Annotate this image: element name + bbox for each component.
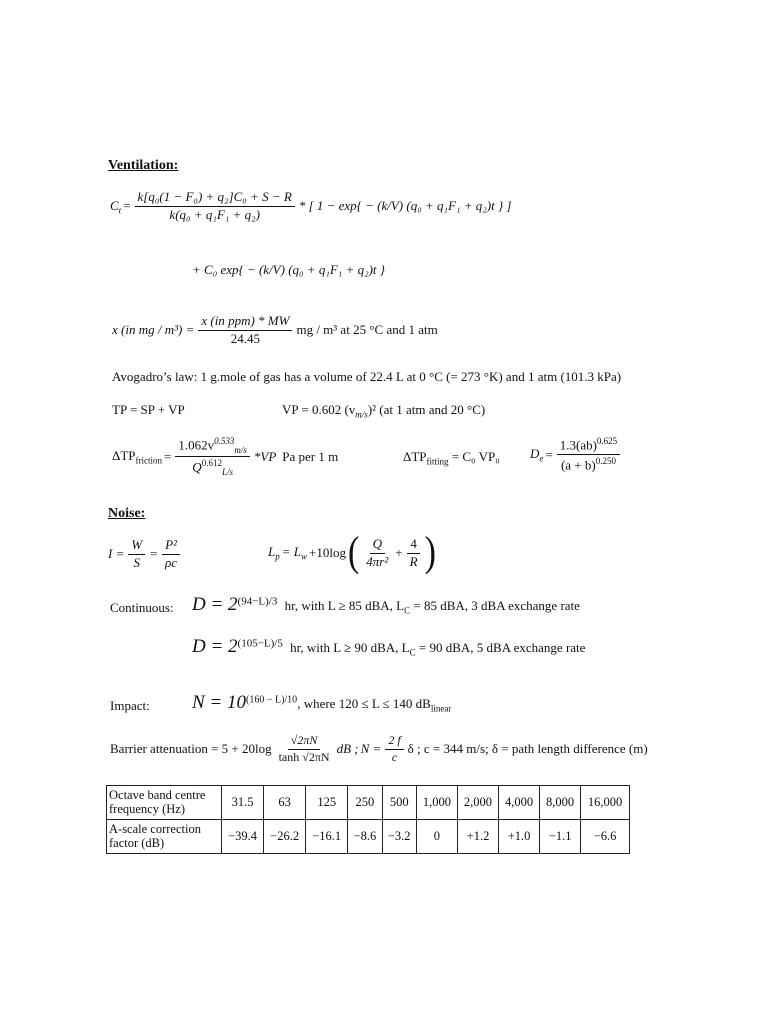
cont1-formula: D = 2 [192,594,238,615]
barrier-den: tanh √2πN [278,749,330,764]
lp-log: +10log [309,545,346,560]
barrier-n-fraction [385,734,403,765]
intensity-f1-den: S [133,554,141,570]
friction-den-sup: 0.612 [201,458,222,469]
intensity-equation [108,538,182,571]
friction-equation [112,436,338,478]
frequency-cell: 500 [382,786,416,820]
impact-exponent: (160 − L)/10 [246,694,298,706]
frequency-cell: 16,000 [581,786,630,820]
continuous-label: Continuous: [110,600,174,615]
conversion-fraction [198,314,292,347]
impact-formula: N = 10 [192,692,246,713]
impact-equation [192,692,451,714]
impact-label: Impact: [110,698,150,713]
de-lhs: D [530,445,540,461]
lp-f2-num: 4 [407,537,420,554]
friction-den-sub: L/s [221,467,233,478]
conversion-equation [112,314,438,347]
conversion-rhs: mg / m³ at 25 °C and 1 atm [296,322,438,338]
intensity-f2-den: ρc [164,554,177,570]
cont2-formula: D = 2 [192,636,238,657]
cont1-c-sub: C [404,605,411,616]
frequency-cell: 31.5 [222,786,264,820]
noise-heading: Noise: [108,506,146,521]
lp-f1-den: 4πr² [366,553,389,569]
friction-num-sup: 0.533 [214,436,235,446]
correction-cell: +1.0 [499,819,540,853]
barrier-text: Barrier attenuation = 5 + 20log [110,741,272,757]
tp-equation: TP = SP + VP [112,402,185,417]
intensity-fraction-1 [128,538,145,571]
friction-denominator [189,457,236,477]
friction-subscript: friction [135,455,163,466]
vp-equation [282,402,485,420]
de-numerator [557,436,620,455]
vp-text: VP = 0.602 (v [282,402,356,417]
equals-sign: = [164,448,172,464]
lp-fraction-2 [407,537,421,570]
avogadro-law: Avogadro’s law: 1 g.mole of gas has a volume of 22.4 L at 0 °C (= 273 °K) and 1 atm (101.3 kPa) [112,369,622,384]
vp-subscript: m/s [355,409,368,420]
equals-sign: = [123,198,131,214]
conversion-numerator: x (in ppm) * MW [198,314,292,331]
conversion-denominator: 24.45 [230,330,261,346]
ct-bracket-term: * [ 1 − exp{ − (k/V) (q₀ + q₁F₁ + q₂)t } ] [298,198,512,214]
friction-lhs: ΔTP [112,447,136,463]
correction-cell: −26.2 [264,819,306,853]
correction-cell: −6.6 [581,819,630,853]
equals-sign: = [545,446,553,462]
table-row [107,819,630,853]
cont1-rest: = 85 dBA, 3 dBA exchange rate [410,598,580,613]
friction-unit: Pa per 1 m [282,448,339,464]
de-fraction [557,436,620,474]
de-num-sup: 0.625 [596,436,618,446]
frequency-row-header: Octave band centre frequency (Hz) [107,786,222,820]
fitting-rhs: = C₀ VP₀ [451,449,500,464]
correction-row-header: A-scale correction factor (dB) [107,819,222,853]
cont1-exponent: (94−L)/3 [237,595,278,608]
de-denominator [558,455,619,473]
ct-subscript: t [118,205,122,216]
friction-num-text: 1.062v [178,437,215,453]
ct-equation-line2: + C₀ exp{ − (k/V) (q₀ + q₁F₁ + q₂)t } [192,262,385,277]
vp-rest: )² (at 1 atm and 20 °C) [367,402,486,417]
right-paren: ) [424,529,436,576]
ct-numerator: k[q₀(1 − F₀) + q₂]C₀ + S − R [135,190,295,207]
lp-equation [268,529,436,576]
barrier-n-den: c [391,749,398,764]
barrier-rest: δ ; c = 344 m/s; δ = path length difference (m) [407,741,648,757]
ct-equation [110,190,511,223]
de-num-text: 1.3(ab) [559,437,597,453]
barrier-num: √2πN [288,734,321,750]
impact-text: , where 120 ≤ L ≤ 140 dB [297,696,431,711]
frequency-cell: 1,000 [416,786,457,820]
cont2-c-sub: C [409,647,416,658]
correction-cell: −3.2 [382,819,416,853]
conversion-lhs: x (in mg / m³) = [112,322,195,338]
intensity-fraction-2 [162,538,180,571]
continuous-equation-1 [192,594,580,616]
de-den-sup: 0.250 [595,456,616,467]
cont1-text: hr, with L ≥ 85 dBA, L [284,598,405,613]
barrier-db: dB ; [336,741,359,757]
lp-lhs: L [268,544,276,560]
friction-den-text: Q [192,459,202,475]
lp-mid: = L [281,544,301,560]
frequency-cell: 8,000 [540,786,581,820]
de-equation [530,436,622,474]
table-row [107,786,630,820]
cont2-text: hr, with L ≥ 90 dBA, L [290,640,410,655]
de-den-text: (a + b) [560,457,596,473]
fitting-equation [403,449,500,467]
fitting-lhs: ΔTP [403,449,427,464]
barrier-n-num: 2 f [385,734,403,750]
frequency-cell: 63 [264,786,306,820]
lp-f2-den: R [409,553,418,569]
frequency-cell: 2,000 [457,786,498,820]
frequency-cell: 250 [348,786,382,820]
continuous-equation-2 [192,636,585,658]
correction-cell: −1.1 [540,819,581,853]
equals-sign: = [149,546,158,562]
impact-subscript: linear [430,703,452,714]
lp-subscript: p [275,551,280,562]
correction-cell: −39.4 [222,819,264,853]
friction-fraction [175,436,250,478]
cont2-exponent: (105−L)/5 [237,637,283,650]
de-subscript: e [539,453,544,464]
correction-cell: −16.1 [306,819,348,853]
intensity-lhs: I = [108,546,125,562]
correction-cell: +1.2 [457,819,498,853]
frequency-cell: 4,000 [499,786,540,820]
fitting-subscript: fitting [426,456,449,467]
friction-num-sub: m/s [234,444,247,455]
lp-mid-subscript: w [301,551,308,562]
ct-denominator: k(q₀ + q₁F₁ + q₂) [169,206,260,222]
barrier-fraction [276,734,333,765]
barrier-equation [110,734,648,765]
ventilation-heading: Ventilation: [108,158,179,173]
friction-rhs: *VP [253,448,277,464]
intensity-f2-num: P² [162,538,180,555]
frequency-cell: 125 [306,786,348,820]
barrier-n: N = [360,741,382,757]
lp-fraction-1 [363,537,391,570]
ct-fraction [135,190,295,223]
correction-cell: 0 [416,819,457,853]
a-scale-correction-table [106,785,630,854]
lp-f1-num: Q [370,537,385,554]
friction-numerator [175,436,250,457]
cont2-rest: = 90 dBA, 5 dBA exchange rate [415,640,586,655]
lp-plus: + [395,545,403,560]
ct-symbol: C [110,197,119,213]
left-paren: ( [347,529,360,576]
intensity-f1-num: W [128,538,145,555]
correction-cell: −8.6 [348,819,382,853]
